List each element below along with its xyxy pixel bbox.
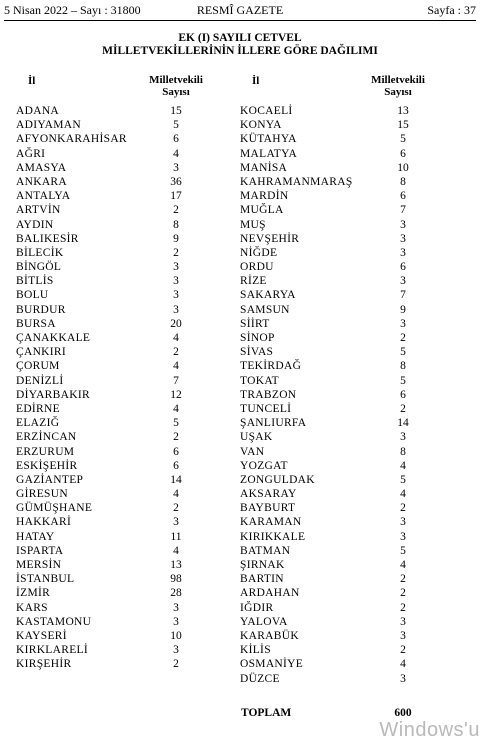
total-label: TOPLAM: [241, 707, 292, 719]
province-row: [240, 246, 440, 260]
province-name: VAN: [240, 445, 265, 458]
province-name: MANİSA: [240, 161, 288, 174]
province-row: [16, 615, 216, 629]
deputy-count: 2: [173, 658, 179, 671]
province-row: [240, 274, 440, 288]
deputy-count: 3: [173, 275, 179, 288]
deputy-count: 6: [173, 133, 179, 146]
right-count-header: [358, 74, 438, 98]
province-row: [240, 501, 440, 515]
province-name: ŞIRNAK: [240, 559, 285, 571]
province-row: [16, 530, 216, 544]
province-name: ARTVİN: [16, 204, 61, 217]
province-row: [240, 288, 440, 302]
deputy-count: 6: [400, 147, 406, 160]
deputy-count: 2: [173, 502, 179, 515]
province-row: [16, 487, 216, 501]
province-row: [16, 189, 216, 203]
deputy-count: 3: [173, 644, 179, 657]
deputy-count: 2: [400, 502, 406, 515]
province-name: KIRŞEHİR: [16, 658, 72, 671]
province-row: [16, 416, 216, 430]
province-row: [16, 601, 216, 615]
province-name: KARABÜK: [240, 629, 299, 642]
province-name: KIRIKKALE: [240, 530, 306, 543]
province-name: IĞDIR: [240, 601, 274, 614]
deputy-count: 7: [400, 289, 406, 302]
province-row: [16, 331, 216, 345]
province-name: BOLU: [16, 289, 49, 302]
right-count-header-line1: Milletvekili: [371, 74, 425, 86]
province-name: ÇANAKKALE: [16, 332, 91, 344]
deputy-count: 5: [400, 346, 406, 359]
province-name: BARTIN: [240, 573, 284, 586]
province-row: [240, 416, 440, 430]
right-province-list: [240, 104, 440, 686]
deputy-count: 3: [400, 516, 406, 529]
deputy-count: 6: [400, 190, 406, 203]
province-row: [16, 544, 216, 558]
deputy-count: 8: [173, 218, 179, 231]
province-row: [16, 147, 216, 161]
province-row: [240, 430, 440, 444]
total-value: 600: [394, 707, 412, 719]
province-name: ERZURUM: [16, 445, 75, 458]
province-row: [240, 515, 440, 529]
province-name: ORDU: [240, 261, 274, 274]
province-name: AKSARAY: [240, 488, 297, 501]
deputy-count: 8: [400, 360, 406, 373]
deputy-count: 6: [400, 261, 406, 274]
province-name: NİĞDE: [240, 246, 278, 259]
windows-activation-watermark: Windows'u: [379, 719, 480, 741]
deputy-count: 3: [400, 629, 406, 642]
province-name: ESKİŞEHİR: [16, 459, 78, 472]
province-row: [16, 374, 216, 388]
province-name: SİVAS: [240, 346, 274, 359]
province-row: [16, 132, 216, 146]
deputy-count: 3: [400, 317, 406, 330]
deputy-count: 3: [173, 615, 179, 628]
province-name: AĞRI: [16, 147, 46, 160]
deputy-count: 4: [400, 459, 406, 472]
province-name: YALOVA: [240, 615, 288, 628]
province-name: DENİZLİ: [16, 374, 64, 387]
province-row: [240, 118, 440, 132]
deputy-count: 2: [400, 573, 406, 586]
province-row: [240, 445, 440, 459]
deputy-count: 4: [400, 658, 406, 671]
deputy-count: 3: [173, 161, 179, 174]
province-row: [240, 232, 440, 246]
province-name: BAYBURT: [240, 502, 296, 515]
province-name: RİZE: [240, 275, 267, 288]
deputy-count: 3: [173, 516, 179, 529]
province-name: BİLECİK: [16, 246, 64, 259]
province-row: [240, 161, 440, 175]
deputy-count: 7: [400, 204, 406, 217]
deputy-count: 15: [397, 119, 409, 132]
right-province-header: İl: [252, 75, 260, 87]
province-row: [16, 359, 216, 373]
province-row: [240, 402, 440, 416]
province-row: [240, 657, 440, 671]
province-row: [16, 246, 216, 260]
province-name: HATAY: [16, 530, 55, 543]
province-name: İZMİR: [16, 587, 51, 600]
deputy-count: 2: [173, 204, 179, 217]
province-name: KÜTAHYA: [240, 133, 297, 146]
province-name: ÇORUM: [16, 360, 60, 373]
deputy-count: 3: [400, 615, 406, 628]
province-row: [16, 345, 216, 359]
deputy-count: 2: [400, 601, 406, 614]
deputy-count: 2: [400, 644, 406, 657]
deputy-count: 4: [173, 488, 179, 501]
province-row: [240, 132, 440, 146]
deputy-count: 98: [170, 573, 182, 586]
deputy-count: 2: [173, 346, 179, 359]
province-row: [240, 558, 440, 572]
province-name: OSMANİYE: [240, 658, 304, 671]
deputy-count: 6: [400, 388, 406, 401]
schedule-subtitle: MİLLETVEKİLLERİNİN İLLERE GÖRE DAĞILIMI: [102, 45, 378, 57]
deputy-count: 5: [400, 133, 406, 146]
deputy-count: 3: [173, 303, 179, 316]
province-name: KIRKLARELİ: [16, 644, 88, 657]
left-province-header: İl: [28, 75, 36, 87]
province-name: GAZİANTEP: [16, 473, 84, 486]
province-row: [240, 388, 440, 402]
deputy-count: 28: [170, 587, 182, 600]
deputy-count: 4: [400, 488, 406, 501]
deputy-count: 7: [173, 374, 179, 387]
province-row: [240, 643, 440, 657]
schedule-title: EK (I) SAYILI CETVEL: [178, 32, 302, 44]
province-name: NEVŞEHİR: [240, 232, 300, 245]
province-name: KARS: [16, 601, 48, 614]
deputy-count: 11: [170, 530, 182, 543]
deputy-count: 13: [397, 105, 409, 117]
province-name: KONYA: [240, 119, 282, 132]
deputy-count: 15: [170, 105, 182, 117]
province-row: [16, 317, 216, 331]
deputy-count: 2: [400, 587, 406, 600]
province-row: [240, 586, 440, 600]
province-row: [16, 558, 216, 572]
deputy-count: 2: [173, 431, 179, 444]
deputy-count: 20: [170, 317, 182, 330]
province-name: ERZİNCAN: [16, 431, 77, 444]
province-name: ŞANLIURFA: [240, 417, 307, 430]
province-row: [16, 501, 216, 515]
province-name: BATMAN: [240, 544, 291, 557]
province-name: KASTAMONU: [16, 615, 92, 628]
province-name: ARDAHAN: [240, 587, 300, 600]
province-name: UŞAK: [240, 431, 273, 444]
province-row: [16, 657, 216, 671]
province-row: [240, 530, 440, 544]
deputy-count: 4: [173, 332, 179, 344]
province-row: [240, 359, 440, 373]
province-row: [240, 203, 440, 217]
province-name: YOZGAT: [240, 459, 288, 472]
province-name: KAYSERİ: [16, 629, 67, 642]
province-row: [16, 303, 216, 317]
province-row: [240, 331, 440, 345]
province-name: AYDIN: [16, 218, 54, 231]
province-row: [240, 317, 440, 331]
province-row: [16, 643, 216, 657]
province-row: [240, 544, 440, 558]
province-row: [240, 147, 440, 161]
province-row: [16, 430, 216, 444]
province-name: ELAZIĞ: [16, 417, 60, 430]
province-row: [16, 218, 216, 232]
deputy-count: 3: [173, 289, 179, 302]
province-row: [16, 473, 216, 487]
province-name: GİRESUN: [16, 488, 68, 501]
province-name: EDİRNE: [16, 402, 60, 415]
province-row: [16, 203, 216, 217]
province-name: ANKARA: [16, 175, 67, 188]
province-name: BALIKESİR: [16, 232, 79, 245]
deputy-count: 4: [173, 544, 179, 557]
province-name: DİYARBAKIR: [16, 388, 90, 401]
province-name: KAHRAMANMARAŞ: [240, 175, 353, 188]
province-row: [240, 218, 440, 232]
deputy-count: 5: [400, 374, 406, 387]
deputy-count: 17: [170, 190, 182, 203]
province-row: [240, 629, 440, 643]
left-count-header-line1: Milletvekili: [149, 74, 203, 86]
deputy-count: 4: [173, 360, 179, 373]
province-name: TRABZON: [240, 388, 297, 401]
province-name: HAKKARİ: [16, 516, 72, 529]
deputy-count: 6: [173, 459, 179, 472]
deputy-count: 3: [400, 232, 406, 245]
province-name: İSTANBUL: [16, 573, 75, 586]
province-name: SAMSUN: [240, 303, 290, 316]
deputy-count: 3: [400, 246, 406, 259]
province-name: ADIYAMAN: [16, 119, 82, 132]
province-row: [240, 572, 440, 586]
deputy-count: 2: [400, 332, 406, 344]
province-name: BİTLİS: [16, 275, 54, 288]
province-row: [240, 175, 440, 189]
province-name: MUŞ: [240, 218, 266, 231]
deputy-count: 10: [170, 629, 182, 642]
left-count-header-line2: Sayısı: [162, 86, 190, 98]
province-row: [240, 601, 440, 615]
province-row: [16, 402, 216, 416]
deputy-count: 4: [173, 402, 179, 415]
deputy-count: 14: [397, 417, 409, 430]
province-name: TUNCELİ: [240, 402, 292, 415]
left-count-header: [136, 74, 216, 98]
deputy-count: 4: [400, 559, 406, 571]
province-name: DÜZCE: [240, 672, 280, 685]
province-row: [240, 473, 440, 487]
deputy-count: 8: [400, 175, 406, 188]
province-row: [240, 672, 440, 686]
province-name: KOCAELİ: [240, 105, 293, 117]
deputy-count: 8: [400, 445, 406, 458]
province-row: [240, 260, 440, 274]
province-row: [16, 175, 216, 189]
province-row: [240, 303, 440, 317]
province-row: [16, 161, 216, 175]
deputy-count: 3: [400, 530, 406, 543]
deputy-count: 5: [173, 119, 179, 132]
province-row: [240, 345, 440, 359]
province-name: MUĞLA: [240, 204, 284, 217]
gazette-name: RESMÎ GAZETE: [196, 3, 284, 17]
deputy-count: 14: [170, 473, 182, 486]
deputy-count: 36: [170, 175, 182, 188]
province-row: [16, 260, 216, 274]
province-name: KİLİS: [240, 644, 271, 657]
province-name: BURDUR: [16, 303, 66, 316]
deputy-count: 5: [400, 544, 406, 557]
province-name: SİNOP: [240, 332, 275, 344]
province-row: [16, 586, 216, 600]
deputy-count: 9: [400, 303, 406, 316]
province-row: [16, 232, 216, 246]
header-divider: [4, 20, 476, 21]
province-name: ADANA: [16, 105, 60, 117]
province-name: ISPARTA: [16, 544, 64, 557]
page-header: [4, 3, 476, 19]
province-row: [16, 388, 216, 402]
province-name: MERSİN: [16, 559, 62, 571]
province-name: AFYONKARAHİSAR: [16, 133, 127, 146]
deputy-count: 4: [173, 147, 179, 160]
province-name: TOKAT: [240, 374, 279, 387]
deputy-count: 6: [173, 445, 179, 458]
deputy-count: 3: [173, 601, 179, 614]
province-name: SİİRT: [240, 317, 270, 330]
issue-date-number: 5 Nisan 2022 – Sayı : 31800: [4, 3, 141, 17]
province-row: [16, 104, 216, 118]
deputy-count: 3: [400, 218, 406, 231]
deputy-count: 5: [173, 417, 179, 430]
deputy-count: 3: [400, 431, 406, 444]
province-name: ÇANKIRI: [16, 346, 67, 359]
province-row: [240, 459, 440, 473]
left-province-list: [16, 104, 216, 672]
province-row: [240, 104, 440, 118]
province-name: BURSA: [16, 317, 56, 330]
province-name: SAKARYA: [240, 289, 296, 302]
province-row: [240, 615, 440, 629]
deputy-count: 3: [400, 672, 406, 685]
deputy-count: 10: [397, 161, 409, 174]
province-name: KARAMAN: [240, 516, 302, 529]
province-row: [16, 274, 216, 288]
province-row: [240, 189, 440, 203]
province-row: [16, 288, 216, 302]
deputy-count: 3: [173, 261, 179, 274]
province-row: [16, 572, 216, 586]
right-count-header-line2: Sayısı: [384, 86, 412, 98]
province-name: GÜMÜŞHANE: [16, 502, 93, 515]
province-name: ZONGULDAK: [240, 473, 315, 486]
deputy-count: 13: [170, 559, 182, 571]
deputy-count: 12: [170, 388, 182, 401]
province-row: [16, 515, 216, 529]
province-row: [16, 118, 216, 132]
province-name: ANTALYA: [16, 190, 71, 203]
province-row: [240, 487, 440, 501]
province-row: [240, 374, 440, 388]
deputy-count: 2: [173, 246, 179, 259]
deputy-count: 3: [400, 275, 406, 288]
province-name: BİNGÖL: [16, 261, 62, 274]
province-row: [16, 459, 216, 473]
deputy-count: 2: [400, 402, 406, 415]
province-row: [16, 629, 216, 643]
province-row: [16, 445, 216, 459]
province-name: MALATYA: [240, 147, 298, 160]
province-name: AMASYA: [16, 161, 67, 174]
deputy-count: 5: [400, 473, 406, 486]
province-name: MARDİN: [240, 190, 289, 203]
page-number: Sayfa : 37: [427, 3, 476, 17]
province-name: TEKİRDAĞ: [240, 360, 302, 373]
deputy-count: 9: [173, 232, 179, 245]
